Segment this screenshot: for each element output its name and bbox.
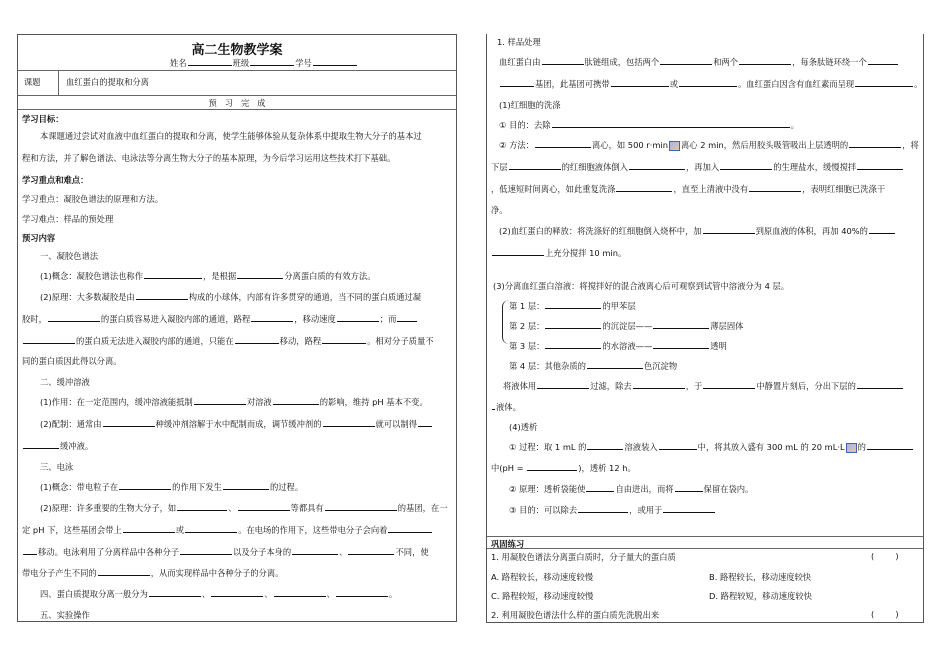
- text-line: (1)概念：凝胶色谱法也称作 ，是根据 分离蛋白质的有效方法。: [40, 271, 376, 281]
- fill-blank[interactable]: [629, 162, 685, 170]
- text-line: 移动。电泳利用了分离样品中各种分子 以及分子本身的 、 不同，使: [22, 546, 429, 558]
- text-line: 缓冲液。: [22, 440, 93, 452]
- fill-blank[interactable]: [535, 140, 591, 148]
- number-blank[interactable]: [313, 58, 357, 66]
- fill-blank[interactable]: [348, 547, 394, 555]
- number-label: 学号: [295, 58, 312, 68]
- fill-blank[interactable]: [509, 162, 561, 170]
- topic-value: 血红蛋白的提取和分离: [66, 77, 149, 87]
- divider: [18, 95, 456, 96]
- fill-blank[interactable]: [397, 314, 417, 322]
- fill-blank[interactable]: [149, 589, 201, 597]
- text-line: 同的蛋白质因此得以分离。: [22, 356, 122, 366]
- brace-icon: [502, 300, 509, 344]
- divider: [18, 70, 456, 71]
- fill-blank[interactable]: [273, 397, 319, 405]
- text-line: ，低速短时间离心，如此重复洗涤 ，直至上清液中没有 ，表明红细胞已洗涤干: [491, 184, 886, 194]
- goal-text: 程和方法，并了解色谱法、电泳法等分离生物大分子的基本原理，为今后学习运用这些技术打下基础。: [22, 153, 396, 163]
- fill-blank[interactable]: [418, 419, 432, 427]
- name-blank[interactable]: [188, 58, 232, 66]
- fill-blank[interactable]: [388, 525, 432, 533]
- fill-blank[interactable]: [703, 226, 755, 234]
- fill-blank[interactable]: [659, 442, 697, 450]
- fill-blank[interactable]: [663, 505, 715, 513]
- text-line: (1)作用：在一定范围内，缓冲溶液能抵制 对溶液 的影响，维持 pH 基本不变。: [40, 397, 428, 407]
- fill-blank[interactable]: [537, 381, 589, 389]
- fill-blank[interactable]: [23, 336, 75, 344]
- fill-blank[interactable]: [857, 162, 903, 170]
- text-line: 净。: [491, 205, 508, 215]
- question-text: 2. 利用凝胶色谱法什么样的蛋白质先洗脱出来: [491, 610, 660, 620]
- text-line: ① 过程：取 1 mL 的 溶液装入 中，将其放入盛有 300 mL 的 20 mL·L 的: [509, 441, 914, 453]
- fill-blank[interactable]: [292, 547, 338, 555]
- fill-blank[interactable]: [869, 226, 895, 234]
- fill-blank[interactable]: [552, 120, 790, 128]
- text-line: 中(pH = )，透析 12 h。: [491, 463, 636, 473]
- text-line: (2)血红蛋白的释放：将洗涤好的红细胞倒入烧杯中，加 到原血液的体积，再加 40%的: [499, 225, 896, 237]
- fill-blank[interactable]: [185, 525, 237, 533]
- fill-blank[interactable]: [235, 336, 279, 344]
- fill-blank[interactable]: [211, 589, 263, 597]
- fill-blank[interactable]: [720, 162, 772, 170]
- fill-blank[interactable]: [103, 419, 155, 427]
- fill-blank[interactable]: [611, 79, 669, 87]
- divider: [487, 536, 923, 537]
- fill-blank[interactable]: [660, 57, 712, 65]
- subsection-title: (4)透析: [509, 422, 538, 432]
- fill-blank[interactable]: [237, 271, 283, 279]
- text-line: 胶时， 的蛋白质容易进入凝胶内部的通道，路程 ，移动速度 ；而: [22, 313, 418, 325]
- section-title: 二、缓冲溶液: [40, 377, 90, 387]
- option-b[interactable]: B. 路程较长，移动速度较快: [709, 572, 812, 582]
- preview-heading: 预 习 完 成: [208, 98, 266, 108]
- text-line: ① 目的：去除 。: [499, 120, 799, 130]
- text-line: 带电分子产生不同的 ，从而实现样品中各种分子的分离。: [22, 568, 284, 578]
- fill-blank[interactable]: [337, 314, 379, 322]
- fill-blank[interactable]: [323, 419, 375, 427]
- text-line: 液体。: [491, 401, 521, 413]
- fill-blank[interactable]: [633, 381, 685, 389]
- layer-line: 第 4 层：其他杂质的 色沉淀物: [509, 361, 678, 371]
- fill-blank[interactable]: [123, 525, 175, 533]
- subsection-title: (3)分离血红蛋白溶液：将搅拌好的混合液离心后可观察到试管中溶液分为 4 层。: [493, 281, 790, 291]
- fill-blank[interactable]: [500, 79, 534, 87]
- fill-blank[interactable]: [119, 482, 171, 490]
- text-line: (1)概念：带电粒子在 的作用下发生 的过程。: [40, 482, 304, 492]
- name-label: 姓名: [170, 58, 187, 68]
- key-point: 学习重点：凝胶色谱法的原理和方法。: [22, 194, 164, 204]
- text-line: (2)配制：通常由 种缓冲剂溶解于水中配制而成，调节缓冲剂的 就可以制得: [40, 418, 433, 430]
- fill-blank[interactable]: [274, 589, 326, 597]
- text-line: (2)原理：大多数凝胶是由 构成的小球体，内部有许多贯穿的通道，当不同的蛋白质通过凝: [40, 292, 422, 302]
- section-title: 三、电泳: [40, 462, 74, 472]
- text-line: 将液体用 过滤，除去 ，于 中静置片刻后，分出下层的: [503, 380, 904, 392]
- section-title: 1. 样品处理: [497, 37, 541, 47]
- fill-blank[interactable]: [749, 184, 801, 192]
- fill-blank[interactable]: [180, 547, 232, 555]
- fill-blank[interactable]: [653, 321, 709, 329]
- class-blank[interactable]: [250, 58, 294, 66]
- layer-line: 第 1 层： 的甲苯层: [509, 301, 636, 311]
- text-line: 下层 的红细胞液体倒入 ，再加入 的生理盐水，缓慢搅拌: [491, 161, 904, 173]
- difficult-point: 学习难点：样品的预处理: [22, 214, 114, 224]
- page-title: 高二生物教学案: [191, 43, 283, 58]
- text-line: ③ 目的：可以除去 ，或用于: [509, 504, 716, 516]
- goal-text: 本课题通过尝试对血液中血红蛋白的提取和分离，使学生能够体验从复杂体系中提取生物大分子的基本过: [40, 131, 422, 141]
- fill-blank[interactable]: [545, 321, 601, 329]
- fill-blank[interactable]: [868, 57, 898, 65]
- option-a[interactable]: A. 路程较长，移动速度较慢: [491, 572, 594, 582]
- option-c[interactable]: C. 路程较短，移动速度较慢: [491, 591, 594, 601]
- fill-blank[interactable]: [177, 503, 227, 511]
- fill-blank[interactable]: [336, 589, 388, 597]
- fill-blank[interactable]: [492, 248, 544, 256]
- student-info-line: [170, 57, 358, 69]
- fill-blank[interactable]: [855, 79, 913, 87]
- fill-blank[interactable]: [23, 441, 59, 449]
- fill-blank[interactable]: [739, 57, 791, 65]
- fill-blank[interactable]: [194, 397, 246, 405]
- fill-blank[interactable]: [587, 361, 643, 369]
- text-line: ② 方法： 离心，如 500 r·min 离心 2 min，然后用胶头吸管吸出上层透明的 ，将: [499, 140, 919, 150]
- divider: [18, 109, 456, 110]
- content-heading: 预习内容: [22, 233, 56, 243]
- fill-blank[interactable]: [223, 482, 269, 490]
- class-label: 班级: [232, 58, 250, 68]
- left-page: [17, 34, 457, 622]
- fill-blank[interactable]: [578, 505, 628, 513]
- fill-blank[interactable]: [587, 442, 623, 450]
- fill-blank[interactable]: [679, 79, 737, 87]
- fill-blank[interactable]: [527, 463, 577, 471]
- text-line: 上充分搅拌 10 min。: [491, 247, 626, 259]
- fill-blank[interactable]: [545, 341, 601, 349]
- fill-blank[interactable]: [136, 292, 188, 300]
- answer-paren: ( ): [871, 551, 899, 561]
- fill-blank[interactable]: [542, 57, 584, 65]
- fill-blank[interactable]: [492, 402, 495, 410]
- fill-blank[interactable]: [238, 503, 290, 511]
- fill-blank[interactable]: [849, 140, 901, 148]
- fill-blank[interactable]: [857, 381, 903, 389]
- text-line: 的蛋白质无法进入凝胶内部的通道，只能在 移动，路程 。相对分子质量不: [22, 335, 434, 347]
- fill-blank[interactable]: [144, 271, 202, 279]
- embedded-image-icon: [846, 443, 857, 453]
- fill-blank[interactable]: [616, 184, 672, 192]
- fill-blank[interactable]: [867, 442, 913, 450]
- fill-blank[interactable]: [48, 314, 100, 322]
- text-line: ② 原理：透析袋能使 自由进出，而将 保留在袋内。: [509, 484, 754, 494]
- divider: [58, 70, 59, 95]
- layer-line: 第 3 层： 的水溶液—— 透明: [509, 341, 727, 351]
- fill-blank[interactable]: [325, 503, 397, 511]
- fill-blank[interactable]: [703, 381, 755, 389]
- question-text: 1. 用凝胶色谱法分离蛋白质时，分子量大的蛋白质: [491, 552, 676, 562]
- text-line: (2)原理：许多重要的生物大分子，如 、 等都具有 的基团，在一: [40, 503, 448, 513]
- fill-blank[interactable]: [251, 314, 293, 322]
- topic-label: 课题: [24, 77, 41, 87]
- fill-blank[interactable]: [586, 484, 614, 492]
- fill-blank[interactable]: [98, 568, 150, 576]
- practice-heading: 巩固练习: [491, 539, 525, 549]
- answer-paren: ( ): [871, 609, 899, 619]
- text-line: 四、蛋白质提取分离一般分为 、 、 、 。: [40, 589, 398, 599]
- fill-blank[interactable]: [653, 341, 709, 349]
- text-line: 基团，此基团可携带 或 。血红蛋白因含有血红素而呈现 。: [499, 78, 922, 90]
- text-line: 定 pH 下，这些基团会带上 或 。在电场的作用下，这些带电分子会向着: [22, 524, 433, 536]
- right-page: [486, 34, 924, 623]
- layer-line: 第 2 层： 的沉淀层—— 薄层固体: [509, 321, 744, 331]
- subsection-title: (1)红细胞的洗涤: [499, 100, 561, 110]
- text-line: 血红蛋白由 肽链组成，包括两个 和两个 ，每条肽链环绕一个: [499, 56, 899, 68]
- fill-blank[interactable]: [675, 484, 703, 492]
- option-d[interactable]: D. 路程较短，移动速度较快: [709, 591, 812, 601]
- embedded-image-icon: [669, 141, 680, 151]
- divider: [487, 548, 923, 549]
- section-title: 一、凝胶色谱法: [40, 251, 99, 261]
- fill-blank[interactable]: [23, 547, 37, 555]
- goal-heading: 学习目标：: [22, 114, 64, 124]
- fill-blank[interactable]: [322, 336, 366, 344]
- key-heading: 学习重点和难点：: [22, 175, 89, 185]
- fill-blank[interactable]: [545, 301, 601, 309]
- section-title: 五、实验操作: [40, 610, 90, 620]
